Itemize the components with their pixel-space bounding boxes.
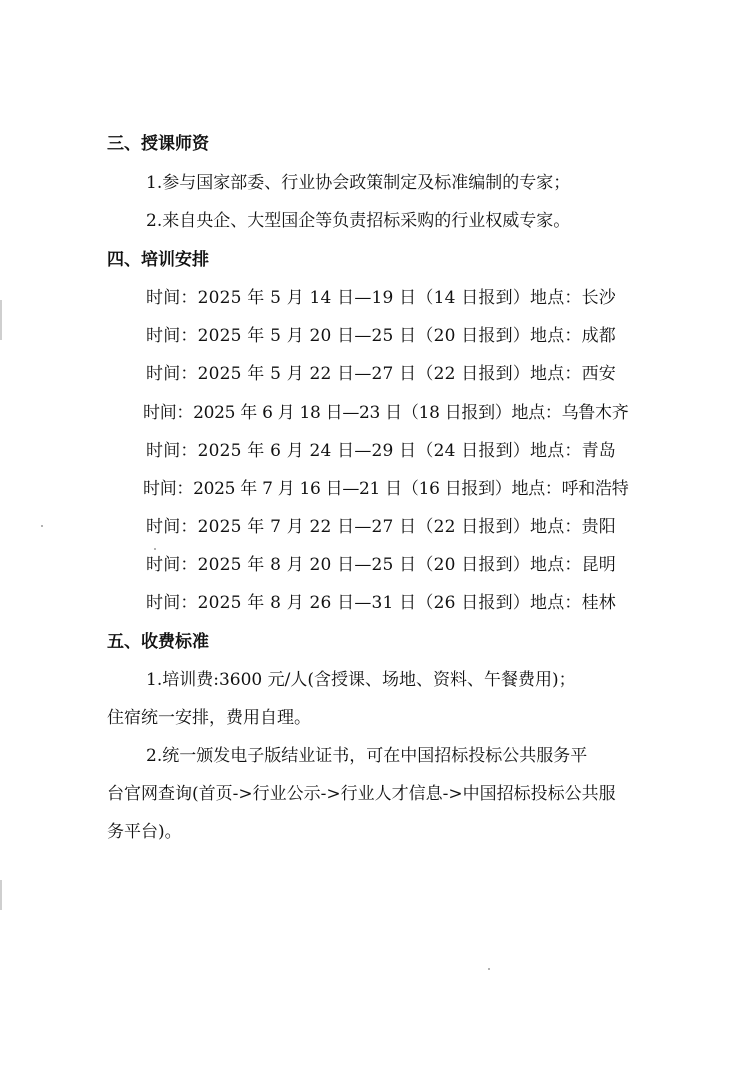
- teachers-item-1: 1.参与国家部委、行业协会政策制定及标准编制的专家；: [146, 173, 571, 193]
- schedule-row: 时间：2025 年 7 月 16 日—21 日（16 日报到）地点：呼和浩特: [143, 479, 629, 499]
- section-heading-schedule: 四、培训安排: [107, 250, 209, 270]
- fees-item-1-continuation: 住宿统一安排，费用自理。: [107, 708, 311, 728]
- scan-edge-mark: [0, 880, 2, 910]
- scan-edge-mark: [0, 300, 2, 340]
- schedule-row: 时间：2025 年 5 月 14 日—19 日（14 日报到）地点：长沙: [146, 288, 617, 308]
- fees-item-2: 2.统一颁发电子版结业证书，可在中国招标投标公共服务平: [146, 746, 588, 766]
- schedule-row: 时间：2025 年 7 月 22 日—27 日（22 日报到）地点：贵阳: [146, 517, 617, 537]
- schedule-row: 时间：2025 年 6 月 24 日—29 日（24 日报到）地点：青岛: [146, 441, 617, 461]
- schedule-row: 时间：2025 年 5 月 20 日—25 日（20 日报到）地点：成都: [146, 326, 617, 346]
- fees-item-2-continuation: 台官网查询(首页->行业公示->行业人才信息->中国招标投标公共服: [107, 784, 616, 804]
- fees-item-1: 1.培训费:3600 元/人(含授课、场地、资料、午餐费用)；: [146, 670, 576, 690]
- schedule-row: 时间：2025 年 8 月 20 日—25 日（20 日报到）地点：昆明: [146, 555, 617, 575]
- fees-item-2-continuation-2: 务平台)。: [107, 822, 182, 842]
- scan-speck: [488, 968, 490, 970]
- scan-speck: [41, 525, 43, 527]
- teachers-item-2: 2.来自央企、大型国企等负责招标采购的行业权威专家。: [146, 211, 571, 231]
- section-heading-teachers: 三、授课师资: [107, 134, 209, 154]
- schedule-row: 时间：2025 年 8 月 26 日—31 日（26 日报到）地点：桂林: [146, 593, 617, 613]
- schedule-row: 时间：2025 年 6 月 18 日—23 日（18 日报到）地点：乌鲁木齐: [143, 403, 629, 423]
- schedule-row: 时间：2025 年 5 月 22 日—27 日（22 日报到）地点：西安: [146, 364, 617, 384]
- scan-speck: [154, 548, 156, 550]
- section-heading-fees: 五、收费标准: [107, 632, 209, 652]
